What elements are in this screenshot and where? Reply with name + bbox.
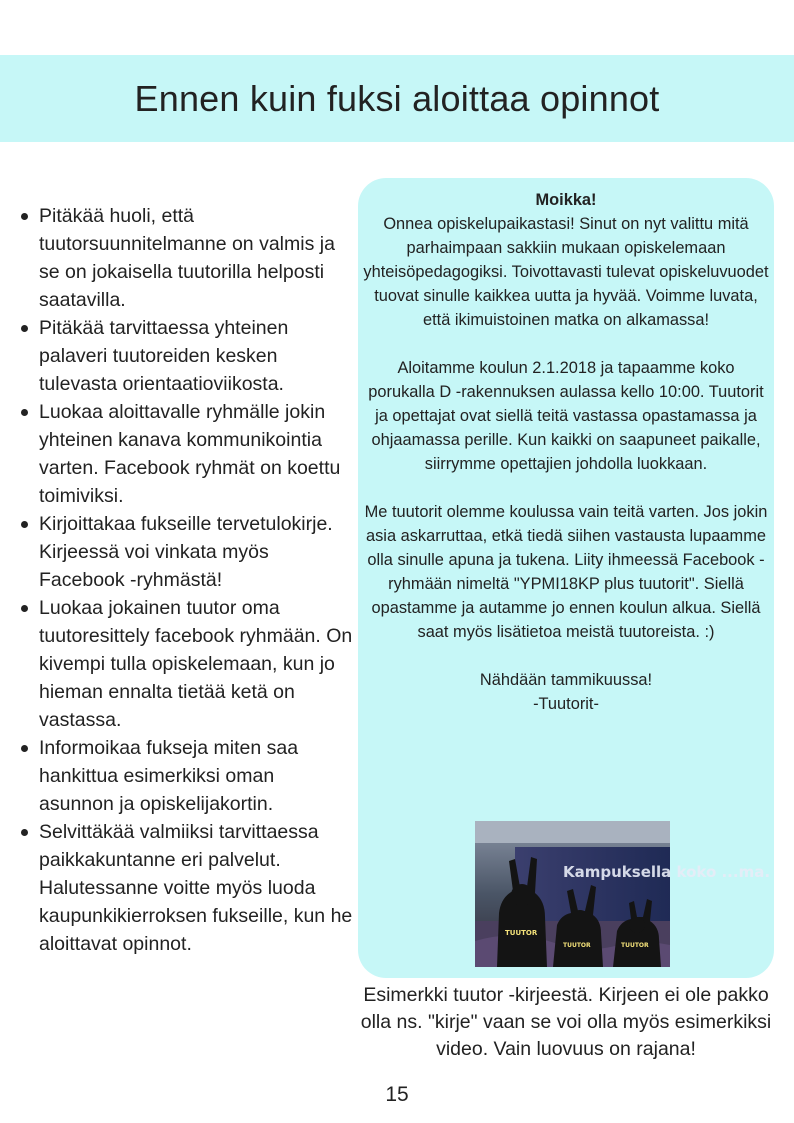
spacer — [362, 476, 770, 500]
letter-paragraph: Onnea opiskelupaikastasi! Sinut on nyt valittu mitä parhaimpaan sakkiin mukaan opiskelemaan yhteisöpedagogiksi. Toivottavasti tulevat opiskeluvuodet tuovat sinulle kaikkea uutta ja hyvää. Voimme luvata, että ikimuistoinen matka on alkamassa! — [363, 215, 769, 329]
letter-closing: Nähdään tammikuussa! — [479, 671, 653, 689]
letter-signature: -Tuutorit- — [533, 695, 599, 713]
letter-greeting: Moikka! — [535, 191, 597, 209]
example-letter-card — [358, 178, 774, 978]
letter-caption: Esimerkki tuutor -kirjeestä. Kirjeen ei ole pakko olla ns. "kirje" vaan se voi olla myös esimerkiksi video. Vain luovuus on rajana! — [360, 984, 772, 1060]
tips-list — [18, 202, 353, 958]
list-item: Informoikaa fukseja miten saa hankittua esimerkiksi oman asunnon ja opiskelijakortin. — [18, 734, 353, 818]
page-number: 15 — [385, 1083, 409, 1106]
letter-paragraph: Aloitamme koulun 2.1.2018 ja tapaamme koko porukalla D -rakennuksen aulassa kello 10:00. Tuutorit ja opettajat ovat siellä teitä vastassa opastamassa ja ohjaamassa perille. Kun kaikki on saapuneet paikalle, siirrymme opettajien johdolla luokkaan. — [368, 359, 764, 473]
letter-paragraph: Me tuutorit olemme koulussa vain teitä varten. Jos jokin asia askarruttaa, etkä tiedä siihen vastausta lupaamme olla sinulle apuna ja tukena. Liity ihmeessä Facebook -ryhmään nimeltä "YPMI18KP plus tuutorit". Siellä opastamme ja autamme jo ennen koulun alkua. Siellä saat myös lisätietoa meistä tuutoreista. :) — [364, 503, 768, 641]
page-title: Ennen kuin fuksi aloittaa opinnot — [134, 77, 660, 119]
header-band — [0, 55, 794, 142]
photo-sign-text: Kampuksella koko ...ma. — [563, 863, 771, 881]
list-item: Luokaa aloittavalle ryhmälle jokin yhteinen kanava kommunikointia varten. Facebook ryhmät on koettu toimiviksi. — [18, 398, 353, 510]
tutors-photo — [475, 821, 771, 967]
list-item: Pitäkää huoli, että tuutorsuunnitelmanne on valmis ja se on jokaisella tuutorilla helposti saatavilla. — [18, 202, 353, 314]
photo-shirt-text: TUUTOR — [621, 942, 649, 949]
tips-column — [18, 202, 353, 958]
photo-shirt-text: TUUTOR — [563, 942, 591, 949]
photo-shirt-text: TUUTOR — [505, 929, 538, 937]
spacer — [362, 644, 770, 668]
list-item: Pitäkää tarvittaessa yhteinen palaveri tuutoreiden kesken tulevasta orientaatioviikosta. — [18, 314, 353, 398]
list-item: Kirjoittakaa fukseille tervetulokirje. Kirjeessä voi vinkata myös Facebook -ryhmästä! — [18, 510, 353, 594]
list-item: Luokaa jokainen tuutor oma tuutoresittely facebook ryhmään. On kivempi tulla opiskelemaan, kun jo hieman ennalta tietää ketä on vastassa. — [18, 594, 353, 734]
spacer — [362, 332, 770, 356]
tutors-photo-image — [475, 821, 771, 967]
list-item: Selvittäkää valmiiksi tarvittaessa paikkakuntanne eri palvelut. Halutessanne voitte myös luoda kaupunkikierroksen fukseille, kun he aloittavat opinnot. — [18, 818, 353, 958]
